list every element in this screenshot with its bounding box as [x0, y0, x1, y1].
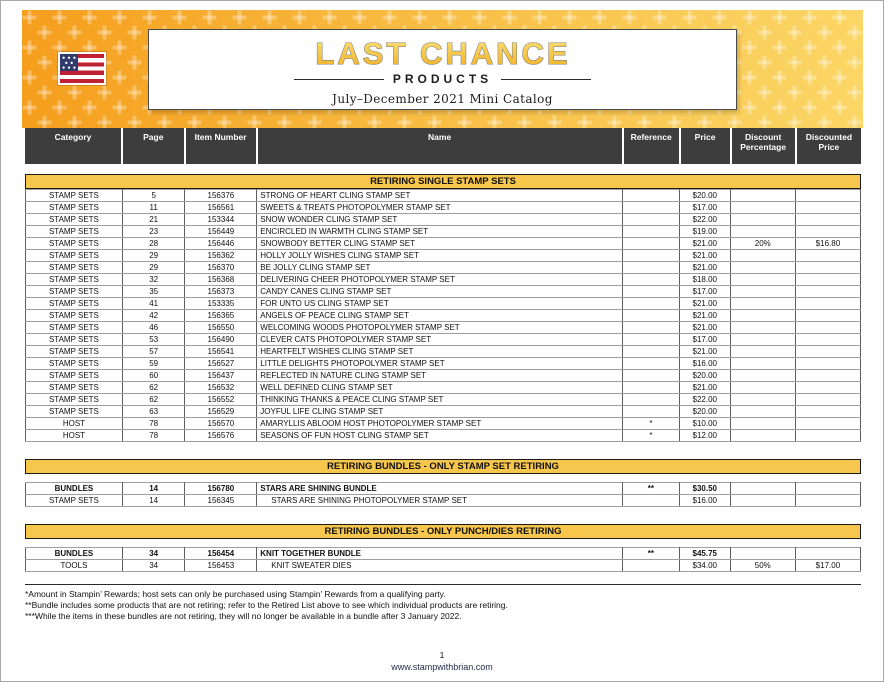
cell-page: 63: [122, 406, 185, 418]
column-header-discount_percentage: Discount Percentage: [731, 128, 796, 164]
cell-category: STAMP SETS: [26, 298, 123, 310]
table-row: [26, 483, 861, 495]
cell-discounted_price: [795, 202, 860, 214]
table-row: [26, 334, 861, 346]
cell-price: $21.00: [679, 310, 730, 322]
cell-reference: *: [623, 418, 680, 430]
cell-name: ANGELS OF PEACE CLING STAMP SET: [257, 310, 623, 322]
cell-price: $17.00: [679, 334, 730, 346]
cell-category: STAMP SETS: [26, 286, 123, 298]
cell-discount_percentage: [730, 214, 795, 226]
cell-reference: [623, 495, 680, 507]
cell-category: HOST: [26, 418, 123, 430]
column-header-item_number: Item Number: [185, 128, 257, 164]
cell-page: 78: [122, 418, 185, 430]
cell-item_number: 156550: [185, 322, 257, 334]
cell-reference: **: [623, 548, 680, 560]
cell-reference: [623, 226, 680, 238]
cell-page: 60: [122, 370, 185, 382]
cell-discounted_price: [795, 483, 860, 495]
cell-item_number: 156345: [185, 495, 257, 507]
cell-page: 42: [122, 310, 185, 322]
cell-discount_percentage: [730, 334, 795, 346]
cell-reference: [623, 560, 680, 572]
cell-item_number: 156541: [185, 346, 257, 358]
cell-item_number: 156552: [185, 394, 257, 406]
cell-reference: [623, 370, 680, 382]
table-row: [26, 358, 861, 370]
cell-category: TOOLS: [26, 560, 123, 572]
cell-reference: **: [623, 483, 680, 495]
table-row: [26, 298, 861, 310]
table-row: [26, 238, 861, 250]
cell-category: STAMP SETS: [26, 346, 123, 358]
cell-reference: [623, 190, 680, 202]
cell-reference: [623, 310, 680, 322]
cell-discount_percentage: [730, 358, 795, 370]
cell-category: STAMP SETS: [26, 406, 123, 418]
cell-page: 28: [122, 238, 185, 250]
cell-discounted_price: [795, 382, 860, 394]
cell-reference: [623, 358, 680, 370]
table-sections: [25, 174, 861, 572]
cell-page: 5: [122, 190, 185, 202]
cell-reference: [623, 382, 680, 394]
cell-reference: [623, 334, 680, 346]
table-row: [26, 262, 861, 274]
column-header-reference: Reference: [623, 128, 680, 164]
cell-page: 34: [122, 548, 185, 560]
table-row: [26, 322, 861, 334]
cell-discounted_price: [795, 548, 860, 560]
cell-price: $20.00: [679, 190, 730, 202]
cell-price: $21.00: [679, 238, 730, 250]
cell-discount_percentage: [730, 190, 795, 202]
cell-price: $30.50: [679, 483, 730, 495]
cell-name: THINKING THANKS & PEACE CLING STAMP SET: [257, 394, 623, 406]
cell-name: BE JOLLY CLING STAMP SET: [257, 262, 623, 274]
cell-item_number: 153335: [185, 298, 257, 310]
cell-discounted_price: [795, 274, 860, 286]
cell-item_number: 156576: [185, 430, 257, 442]
cell-discount_percentage: [730, 262, 795, 274]
column-header-price: Price: [680, 128, 731, 164]
footnotes: [25, 589, 861, 622]
cell-page: 59: [122, 358, 185, 370]
table-row: [26, 310, 861, 322]
cell-price: $16.00: [679, 495, 730, 507]
cell-name: STARS ARE SHINING PHOTOPOLYMER STAMP SET: [257, 495, 623, 507]
cell-reference: [623, 406, 680, 418]
cell-name: FOR UNTO US CLING STAMP SET: [257, 298, 623, 310]
cell-discounted_price: [795, 358, 860, 370]
cell-discounted_price: [795, 226, 860, 238]
section-title-retiring-bundles-only-stamp-set-retiring: RETIRING BUNDLES - ONLY STAMP SET RETIRING: [25, 459, 861, 474]
cell-discounted_price: [795, 418, 860, 430]
page-footer: [1, 650, 883, 672]
cell-item_number: 156373: [185, 286, 257, 298]
cell-discount_percentage: [730, 286, 795, 298]
cell-discount_percentage: [730, 274, 795, 286]
cell-item_number: 156453: [185, 560, 257, 572]
cell-page: 14: [122, 483, 185, 495]
cell-category: STAMP SETS: [26, 190, 123, 202]
us-flag-icon: [58, 52, 106, 85]
cell-page: 78: [122, 430, 185, 442]
footnote-divider: [25, 584, 861, 585]
cell-item_number: 156527: [185, 358, 257, 370]
cell-reference: [623, 346, 680, 358]
cell-discounted_price: $16.80: [795, 238, 860, 250]
cell-discount_percentage: [730, 430, 795, 442]
cell-price: $21.00: [679, 250, 730, 262]
section-title-retiring-bundles-only-punch-dies-retiring: RETIRING BUNDLES - ONLY PUNCH/DIES RETIRING: [25, 524, 861, 539]
cell-page: 41: [122, 298, 185, 310]
section-table: [25, 547, 861, 572]
column-header-page: Page: [122, 128, 185, 164]
cell-discount_percentage: [730, 310, 795, 322]
cell-item_number: 156437: [185, 370, 257, 382]
table-row: [26, 190, 861, 202]
banner: [22, 10, 863, 128]
cell-item_number: 156376: [185, 190, 257, 202]
cell-discount_percentage: [730, 202, 795, 214]
cell-category: STAMP SETS: [26, 310, 123, 322]
cell-price: $45.75: [679, 548, 730, 560]
cell-name: KNIT SWEATER DIES: [257, 560, 623, 572]
cell-discounted_price: [795, 190, 860, 202]
cell-price: $21.00: [679, 322, 730, 334]
cell-discounted_price: [795, 250, 860, 262]
cell-price: $20.00: [679, 370, 730, 382]
subtitle-row: [294, 72, 591, 86]
cell-category: STAMP SETS: [26, 495, 123, 507]
subtitle-left-rule: [294, 79, 384, 80]
cell-name: SEASONS OF FUN HOST CLING STAMP SET: [257, 430, 623, 442]
cell-page: 53: [122, 334, 185, 346]
cell-discounted_price: [795, 310, 860, 322]
cell-name: SWEETS & TREATS PHOTOPOLYMER STAMP SET: [257, 202, 623, 214]
cell-category: STAMP SETS: [26, 358, 123, 370]
section-title-retiring-single-stamp-sets: RETIRING SINGLE STAMP SETS: [25, 174, 861, 189]
cell-name: WELL DEFINED CLING STAMP SET: [257, 382, 623, 394]
cell-category: STAMP SETS: [26, 322, 123, 334]
cell-item_number: 156365: [185, 310, 257, 322]
cell-reference: [623, 298, 680, 310]
cell-discounted_price: [795, 286, 860, 298]
cell-price: $34.00: [679, 560, 730, 572]
cell-discount_percentage: [730, 382, 795, 394]
page-subtitle: PRODUCTS: [392, 72, 493, 86]
cell-discount_percentage: [730, 418, 795, 430]
cell-page: 57: [122, 346, 185, 358]
cell-discounted_price: [795, 346, 860, 358]
cell-category: BUNDLES: [26, 548, 123, 560]
cell-category: STAMP SETS: [26, 334, 123, 346]
title-box: [148, 29, 737, 110]
cell-reference: [623, 286, 680, 298]
footnote: *Amount in Stampin’ Rewards; host sets can only be purchased using Stampin’ Rewards from a qualifying party.: [25, 589, 446, 599]
cell-page: 29: [122, 250, 185, 262]
cell-discounted_price: [795, 298, 860, 310]
cell-name: STRONG OF HEART CLING STAMP SET: [257, 190, 623, 202]
cell-price: $10.00: [679, 418, 730, 430]
us-flag-canton: [60, 54, 78, 71]
cell-item_number: 156446: [185, 238, 257, 250]
cell-reference: [623, 250, 680, 262]
cell-discounted_price: $17.00: [795, 560, 860, 572]
table-row: [26, 214, 861, 226]
table-row: [26, 370, 861, 382]
cell-name: STARS ARE SHINING BUNDLE: [257, 483, 623, 495]
cell-item_number: 156368: [185, 274, 257, 286]
cell-reference: [623, 202, 680, 214]
cell-discount_percentage: 20%: [730, 238, 795, 250]
table-area: [25, 128, 861, 622]
cell-price: $21.00: [679, 382, 730, 394]
cell-item_number: 156490: [185, 334, 257, 346]
table-row: [26, 495, 861, 507]
cell-price: $12.00: [679, 430, 730, 442]
table-row: [26, 430, 861, 442]
cell-price: $21.00: [679, 298, 730, 310]
table-row: [26, 286, 861, 298]
cell-page: 62: [122, 382, 185, 394]
cell-discounted_price: [795, 430, 860, 442]
cell-name: JOYFUL LIFE CLING STAMP SET: [257, 406, 623, 418]
cell-category: BUNDLES: [26, 483, 123, 495]
cell-page: 62: [122, 394, 185, 406]
cell-discount_percentage: [730, 483, 795, 495]
cell-name: HOLLY JOLLY WISHES CLING STAMP SET: [257, 250, 623, 262]
cell-name: CLEVER CATS PHOTOPOLYMER STAMP SET: [257, 334, 623, 346]
cell-page: 34: [122, 560, 185, 572]
cell-discounted_price: [795, 394, 860, 406]
cell-category: STAMP SETS: [26, 202, 123, 214]
cell-name: WELCOMING WOODS PHOTOPOLYMER STAMP SET: [257, 322, 623, 334]
cell-discounted_price: [795, 495, 860, 507]
cell-category: STAMP SETS: [26, 238, 123, 250]
cell-discount_percentage: [730, 548, 795, 560]
cell-category: STAMP SETS: [26, 274, 123, 286]
cell-discount_percentage: 50%: [730, 560, 795, 572]
cell-reference: [623, 262, 680, 274]
column-header-row: [25, 128, 861, 164]
cell-name: LITTLE DELIGHTS PHOTOPOLYMER STAMP SET: [257, 358, 623, 370]
cell-discount_percentage: [730, 495, 795, 507]
table-row: [26, 406, 861, 418]
cell-item_number: 156449: [185, 226, 257, 238]
cell-discount_percentage: [730, 250, 795, 262]
column-header-category: Category: [25, 128, 122, 164]
website-link[interactable]: www.stampwithbrian.com: [391, 662, 493, 672]
cell-price: $21.00: [679, 262, 730, 274]
cell-discounted_price: [795, 370, 860, 382]
cell-discounted_price: [795, 262, 860, 274]
cell-reference: [623, 322, 680, 334]
page-number: 1: [439, 650, 445, 660]
cell-discount_percentage: [730, 226, 795, 238]
cell-reference: [623, 214, 680, 226]
footnote: **Bundle includes some products that are not retiring; refer to the Retired List above to see which individual products are retiring.: [25, 600, 508, 610]
cell-price: $17.00: [679, 286, 730, 298]
cell-item_number: 156529: [185, 406, 257, 418]
cell-discount_percentage: [730, 406, 795, 418]
cell-category: STAMP SETS: [26, 226, 123, 238]
cell-page: 46: [122, 322, 185, 334]
cell-name: KNIT TOGETHER BUNDLE: [257, 548, 623, 560]
cell-category: STAMP SETS: [26, 214, 123, 226]
cell-price: $22.00: [679, 394, 730, 406]
cell-item_number: 156780: [185, 483, 257, 495]
cell-reference: [623, 394, 680, 406]
cell-item_number: 156570: [185, 418, 257, 430]
cell-category: STAMP SETS: [26, 394, 123, 406]
column-header-discounted_price: Discounted Price: [796, 128, 861, 164]
cell-item_number: 156532: [185, 382, 257, 394]
table-row: [26, 250, 861, 262]
cell-item_number: 156362: [185, 250, 257, 262]
cell-page: 29: [122, 262, 185, 274]
cell-category: STAMP SETS: [26, 370, 123, 382]
table-row: [26, 274, 861, 286]
table-row: [26, 548, 861, 560]
cell-discount_percentage: [730, 322, 795, 334]
cell-discounted_price: [795, 322, 860, 334]
cell-discount_percentage: [730, 298, 795, 310]
table-row: [26, 226, 861, 238]
section-table: [25, 189, 861, 442]
section-table: [25, 482, 861, 507]
table-row: [26, 418, 861, 430]
cell-discounted_price: [795, 214, 860, 226]
cell-price: $21.00: [679, 346, 730, 358]
table-row: [26, 346, 861, 358]
cell-page: 35: [122, 286, 185, 298]
table-row: [26, 394, 861, 406]
cell-item_number: 156561: [185, 202, 257, 214]
cell-category: STAMP SETS: [26, 262, 123, 274]
cell-category: HOST: [26, 430, 123, 442]
cell-name: CANDY CANES CLING STAMP SET: [257, 286, 623, 298]
cell-name: REFLECTED IN NATURE CLING STAMP SET: [257, 370, 623, 382]
cell-item_number: 156370: [185, 262, 257, 274]
cell-page: 14: [122, 495, 185, 507]
cell-page: 21: [122, 214, 185, 226]
cell-discount_percentage: [730, 394, 795, 406]
cell-item_number: 156454: [185, 548, 257, 560]
footnote: ***While the items in these bundles are not retiring, they will no longer be available in a bundle after 3 January 2022.: [25, 611, 462, 621]
cell-discounted_price: [795, 406, 860, 418]
cell-page: 11: [122, 202, 185, 214]
cell-category: STAMP SETS: [26, 250, 123, 262]
cell-price: $18.00: [679, 274, 730, 286]
cell-item_number: 153344: [185, 214, 257, 226]
cell-discounted_price: [795, 334, 860, 346]
cell-price: $19.00: [679, 226, 730, 238]
column-header-name: Name: [257, 128, 623, 164]
cell-page: 23: [122, 226, 185, 238]
cell-reference: [623, 274, 680, 286]
cell-price: $20.00: [679, 406, 730, 418]
cell-reference: [623, 238, 680, 250]
subtitle-right-rule: [501, 79, 591, 80]
cell-name: ENCIRCLED IN WARMTH CLING STAMP SET: [257, 226, 623, 238]
table-row: [26, 560, 861, 572]
cell-name: HEARTFELT WISHES CLING STAMP SET: [257, 346, 623, 358]
cell-name: SNOWBODY BETTER CLING STAMP SET: [257, 238, 623, 250]
cell-reference: *: [623, 430, 680, 442]
cell-name: AMARYLLIS ABLOOM HOST PHOTOPOLYMER STAMP SET: [257, 418, 623, 430]
cell-price: $17.00: [679, 202, 730, 214]
cell-name: DELIVERING CHEER PHOTOPOLYMER STAMP SET: [257, 274, 623, 286]
cell-price: $16.00: [679, 358, 730, 370]
page-title: LAST CHANCE: [314, 36, 571, 71]
cell-category: STAMP SETS: [26, 382, 123, 394]
cell-discount_percentage: [730, 370, 795, 382]
catalog-line: July–December 2021 Mini Catalog: [332, 92, 553, 106]
cell-discount_percentage: [730, 346, 795, 358]
table-row: [26, 382, 861, 394]
table-row: [26, 202, 861, 214]
cell-page: 32: [122, 274, 185, 286]
cell-name: SNOW WONDER CLING STAMP SET: [257, 214, 623, 226]
cell-price: $22.00: [679, 214, 730, 226]
